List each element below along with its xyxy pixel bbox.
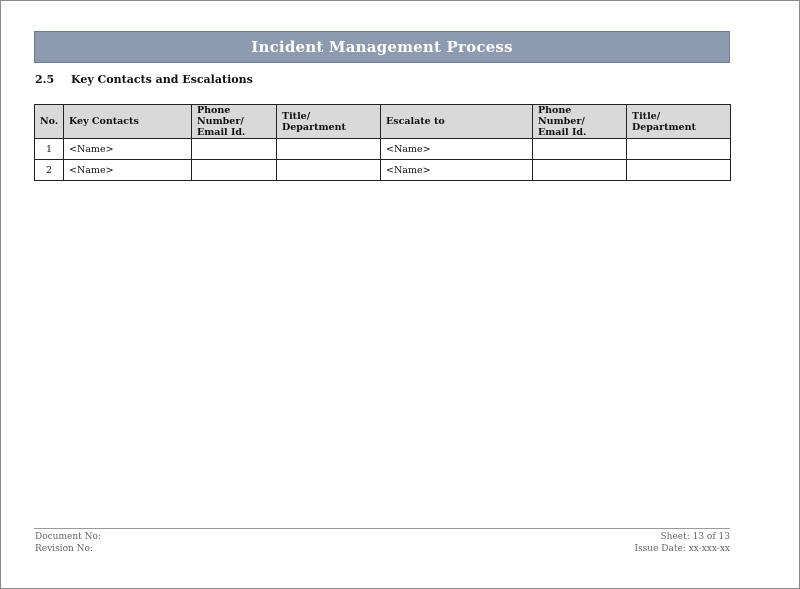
cell-key-contact: <Name> <box>64 160 192 181</box>
cell-escalate-to: <Name> <box>381 139 533 160</box>
cell-phone-email <box>192 160 277 181</box>
header-escalation-title-department: Title/ Department <box>627 105 731 139</box>
cell-escalation-phone-email <box>533 160 627 181</box>
footer-revision-no: Revision No: <box>35 544 93 554</box>
header-escalation-phone-email-line2: Email Id. <box>538 127 587 138</box>
cell-escalation-title-department <box>627 160 731 181</box>
cell-escalate-to: <Name> <box>381 160 533 181</box>
footer-divider <box>34 528 730 529</box>
contacts-table <box>34 104 731 181</box>
footer-sheet: Sheet: 13 of 13 <box>660 532 730 542</box>
footer-issue-date: Issue Date: xx-xxx-xx <box>634 544 730 554</box>
table-row <box>35 160 731 181</box>
header-phone-email-line1: Phone Number/ <box>197 105 244 127</box>
section-title: Key Contacts and Escalations <box>71 73 253 86</box>
header-escalation-phone-email-line1: Phone Number/ <box>538 105 585 127</box>
header-escalate-to: Escalate to <box>381 105 533 139</box>
header-phone-email-line2: Email Id. <box>197 127 246 138</box>
cell-escalation-phone-email <box>533 139 627 160</box>
footer-document-no: Document No: <box>35 532 101 542</box>
cell-title-department <box>277 139 381 160</box>
header-escalation-phone-email <box>533 105 627 139</box>
table-header-row <box>35 105 731 139</box>
cell-no: 2 <box>35 160 64 181</box>
section-number: 2.5 <box>35 73 55 86</box>
document-title-bar <box>34 31 730 63</box>
table-row <box>35 139 731 160</box>
cell-escalation-title-department <box>627 139 731 160</box>
cell-phone-email <box>192 139 277 160</box>
cell-key-contact: <Name> <box>64 139 192 160</box>
header-key-contacts: Key Contacts <box>64 105 192 139</box>
cell-title-department <box>277 160 381 181</box>
header-no: No. <box>35 105 64 139</box>
document-title: Incident Management Process <box>251 38 513 56</box>
cell-no: 1 <box>35 139 64 160</box>
header-phone-email <box>192 105 277 139</box>
header-title-department: Title/ Department <box>277 105 381 139</box>
section-heading <box>35 73 253 86</box>
